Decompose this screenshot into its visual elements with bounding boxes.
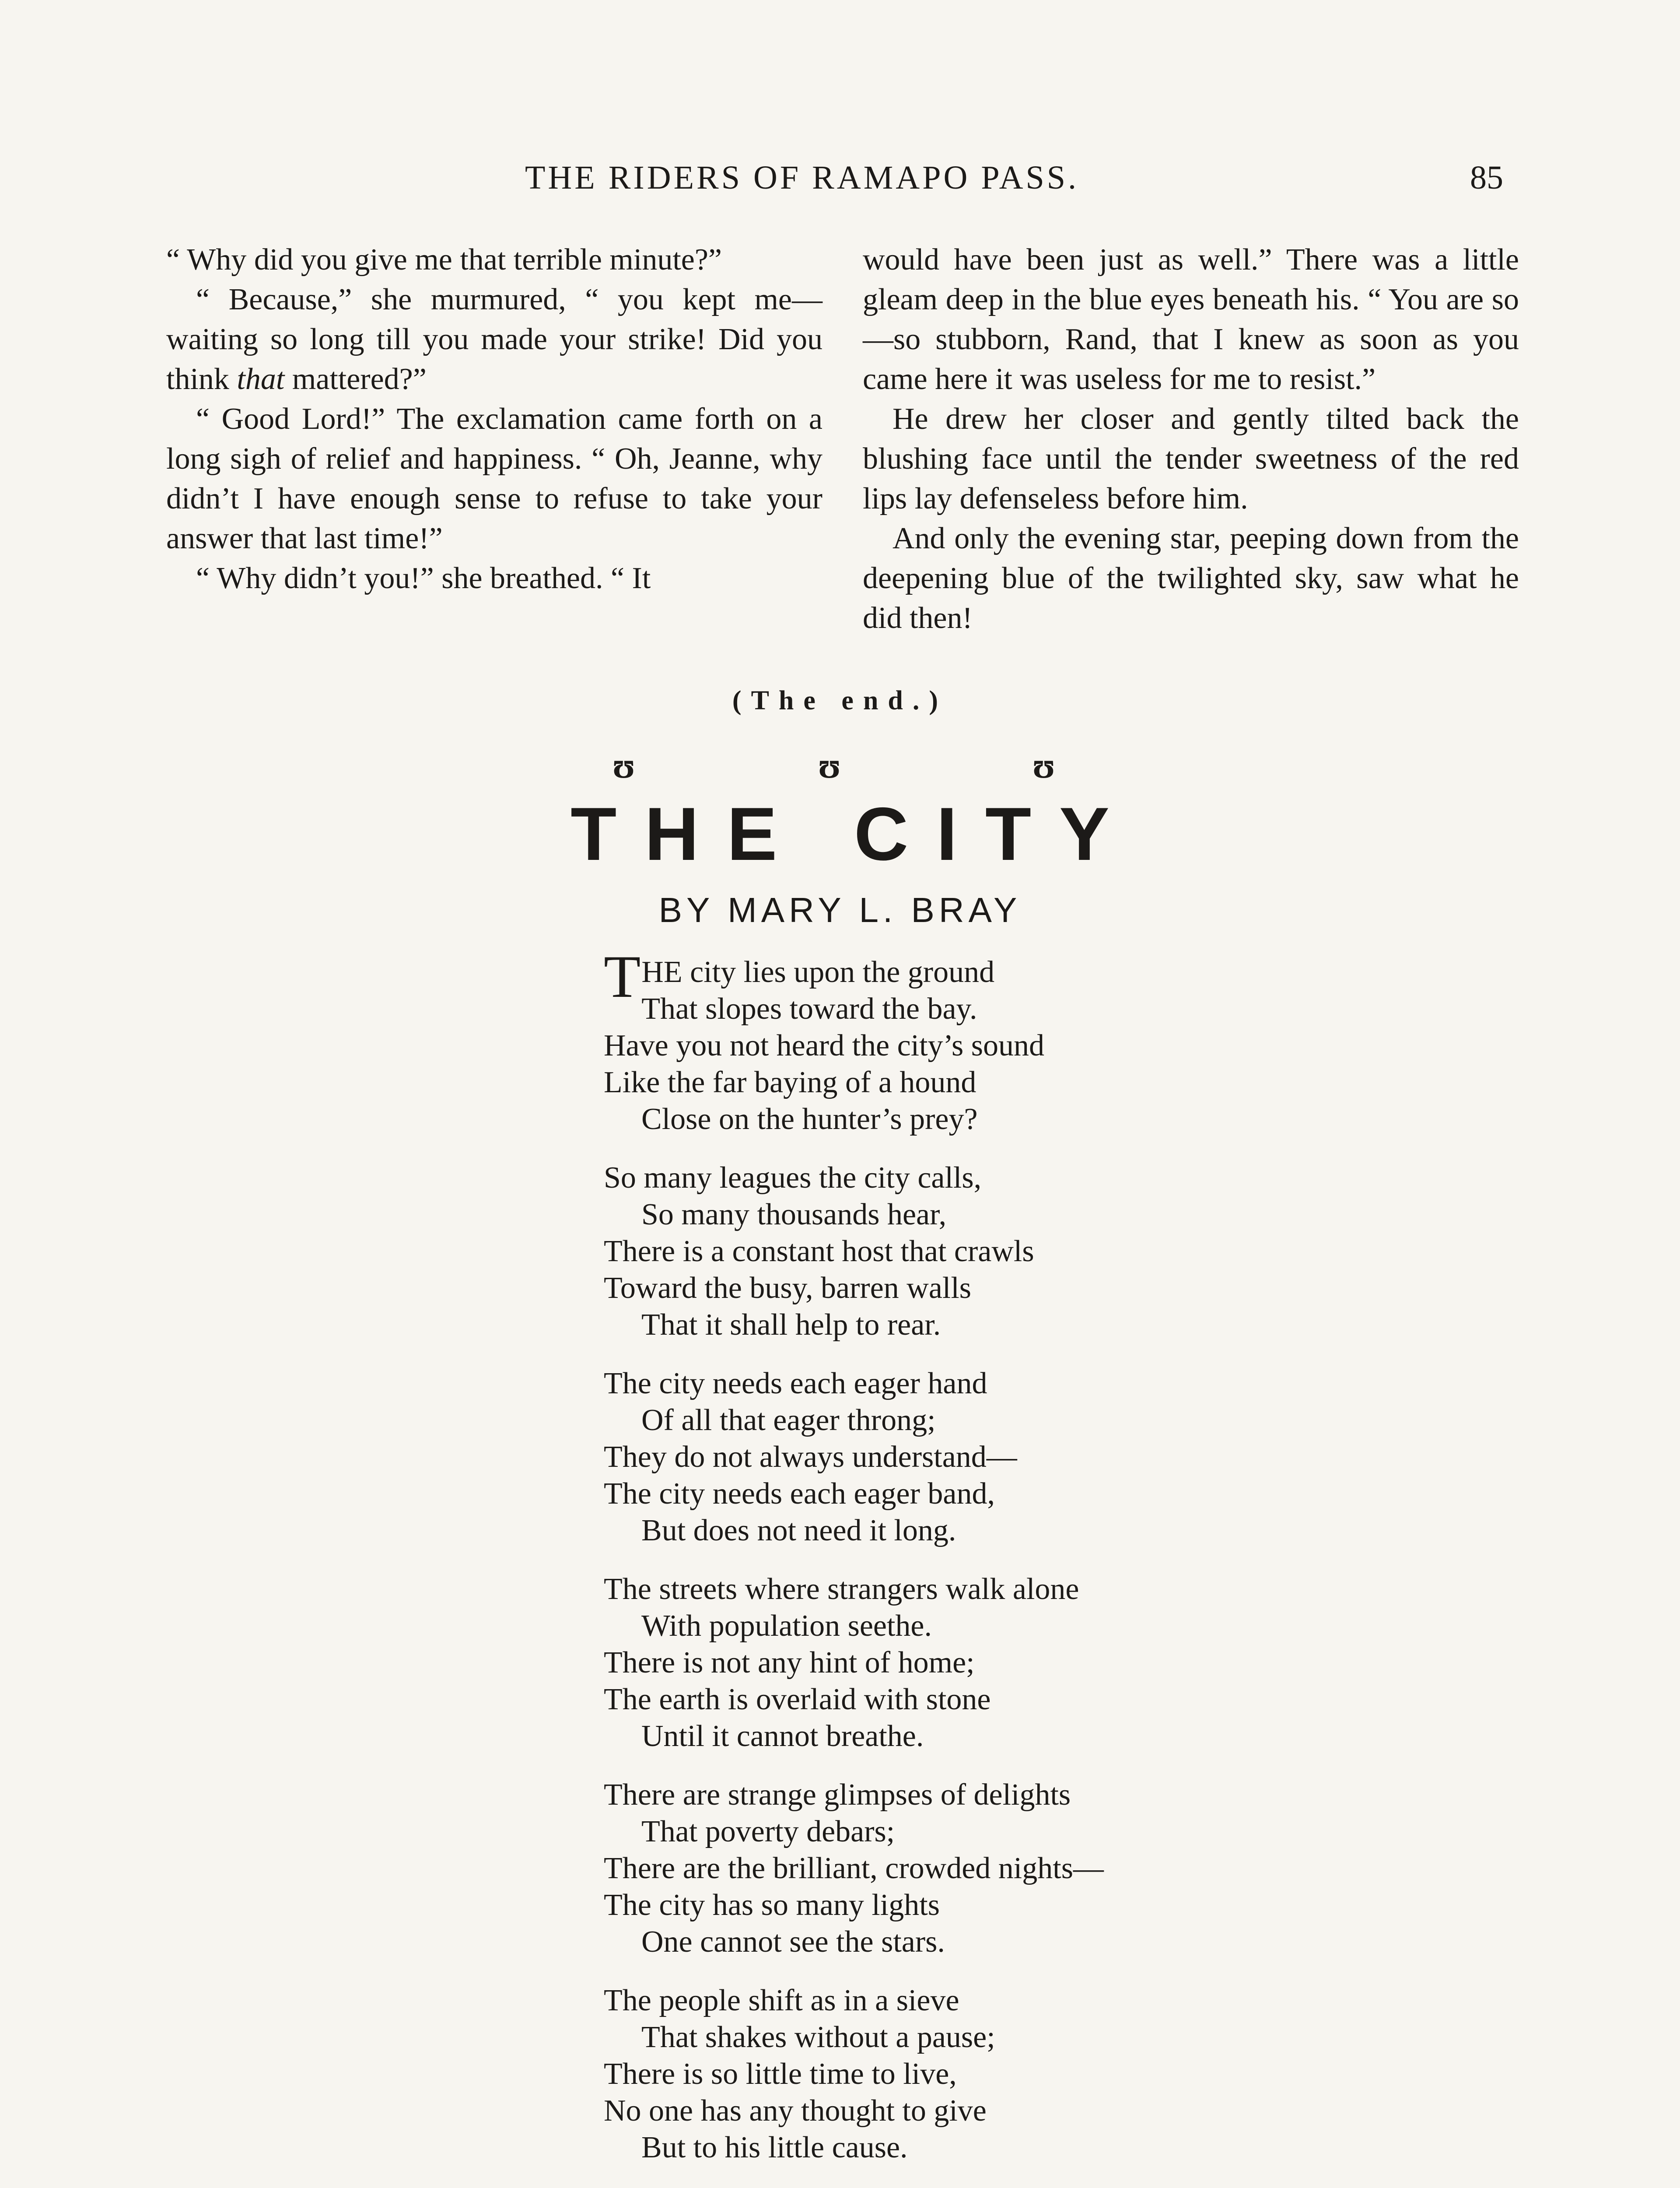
poem-line: Have you not heard the city’s sound — [604, 1029, 1045, 1062]
poem-byline: BY MARY L. BRAY — [658, 891, 1022, 929]
poem-line: There is a constant host that crawls — [604, 1234, 1034, 1268]
poem-line: There is not any hint of home; — [604, 1646, 975, 1680]
story-paragraph: “ Why did you give me that terrible minute?” — [166, 243, 722, 277]
emphasis-text: that — [237, 362, 285, 396]
poem-line: That it shall help to rear. — [641, 1308, 941, 1342]
poem-line: So many thousands hear, — [641, 1198, 947, 1231]
poem-stanza — [604, 943, 1348, 1138]
poem-line: Of all that eager throng; — [641, 1403, 936, 1437]
poem-line: But does not need it long. — [641, 1514, 956, 1547]
poem-line: That slopes toward the bay. — [641, 992, 977, 1026]
poem-stanza — [604, 1982, 1348, 2166]
poem-stanza — [604, 1365, 1348, 1549]
poem-line: The streets where strangers walk alone — [604, 1572, 1079, 1606]
poem-stanza — [604, 1571, 1348, 1755]
story-paragraph-text: mattered?” — [284, 362, 427, 396]
story-paragraph: And only the evening star, peeping down from the deepening blue of the twilighted sky, saw what he did then! — [863, 522, 1519, 635]
poem-line: There are the brilliant, crowded nights— — [604, 1851, 1104, 1885]
poem-line: The earth is overlaid with stone — [604, 1683, 991, 1716]
poem-line: That poverty debars; — [641, 1815, 895, 1848]
running-head: THE RIDERS OF RAMAPO PASS. — [525, 159, 1079, 196]
poem-line: Until it cannot breathe. — [641, 1719, 924, 1753]
poem-line: They do not always understand— — [604, 1440, 1017, 1474]
story-paragraph: He drew her closer and gently tilted back the blushing face until the tender sweetness of the red lips lay defenseless before him. — [863, 402, 1519, 515]
story-paragraph: would have been just as well.” There was a little gleam deep in the blue eyes beneath his. “ You are so—so stubborn, Rand, that I knew as soon as you came here it was useless for me to resist.” — [863, 243, 1519, 396]
ornament-row — [612, 747, 1068, 787]
story-paragraph: “ Why didn’t you!” she breathed. “ It — [196, 561, 651, 595]
drop-cap: T — [604, 943, 641, 1010]
poem-line: Close on the hunter’s prey? — [641, 1102, 978, 1136]
story-column-right — [863, 240, 1519, 638]
story-paragraph-text: “ Because,” she murmured, “ you kept me—waiting so long till you made your strike! Did you think — [166, 283, 822, 396]
ornament-icon: ʊ — [1032, 745, 1055, 786]
poem-line: One cannot see the stars. — [641, 1925, 945, 1959]
poem-line: Toward the busy, barren walls — [604, 1271, 972, 1305]
story-columns — [166, 240, 1519, 686]
poem-stanza — [604, 1160, 1348, 1343]
poem-line: The city needs each eager band, — [604, 1477, 995, 1511]
poem-line: That shakes without a pause; — [641, 2020, 995, 2054]
poem-line: No one has any thought to give — [604, 2094, 987, 2128]
story-column-left — [166, 240, 822, 598]
poem-line: The people shift as in a sieve — [604, 1984, 959, 2017]
story-paragraph: “ Good Lord!” The exclamation came forth on a long sigh of relief and happiness. “ Oh, Jeanne, why didn’t I have enough sense to refuse to take your answer that last time!” — [166, 402, 822, 555]
poem-line: The city has so many lights — [604, 1888, 940, 1922]
poem-line: Like the far baying of a hound — [604, 1066, 976, 1099]
story-end-note: (The end.) — [732, 686, 948, 715]
ornament-icon: ʊ — [612, 745, 635, 786]
ornament-icon: ʊ — [818, 745, 841, 786]
poem-body — [604, 943, 1348, 2188]
poem-line: So many leagues the city calls, — [604, 1161, 982, 1195]
page-number: 85 — [1470, 159, 1503, 196]
story-paragraph — [166, 280, 822, 399]
poem-line: There is so little time to live, — [604, 2057, 957, 2091]
poem-line: The city needs each eager hand — [604, 1367, 987, 1400]
poem-stanza — [604, 1777, 1348, 1960]
poem-title: THE CITY — [570, 792, 1138, 876]
poem-line-text: HE city lies upon the ground — [641, 955, 995, 989]
poem-line: There are strange glimpses of delights — [604, 1778, 1071, 1812]
poem-line: But to his little cause. — [641, 2131, 908, 2164]
poem-line: With population seethe. — [641, 1609, 932, 1643]
